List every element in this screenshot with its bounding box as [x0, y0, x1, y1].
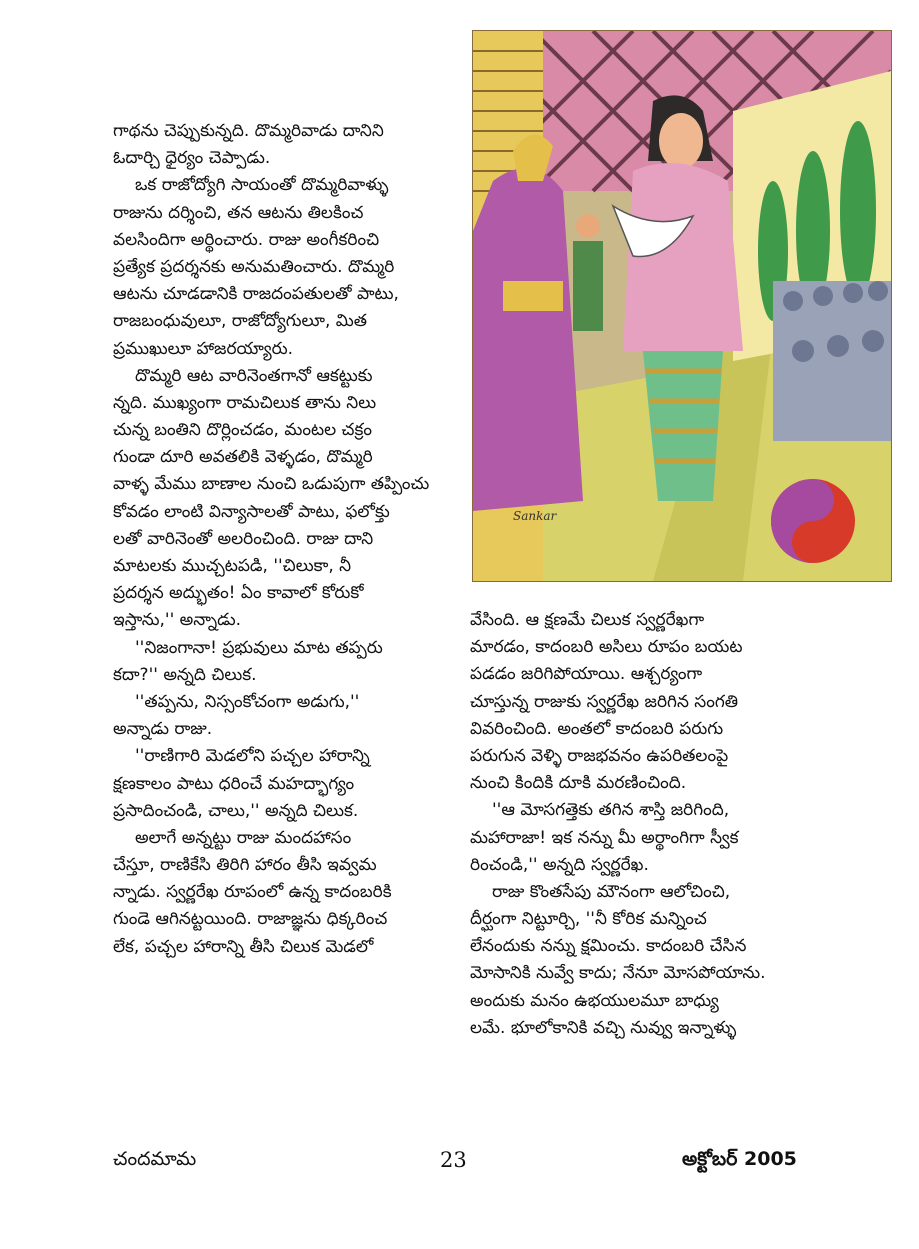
text-line: మహారాజా! ఇక నన్ను మీ అర్థాంగిగా స్వీక — [470, 827, 739, 848]
text-line: కోవడం లాంటి విన్యాసాలతో పాటు, ఫలోక్తు — [113, 501, 390, 522]
text-line: అలాగే అన్నట్టు రాజు మందహాసం — [135, 827, 352, 848]
text-line: న్నాడు. స్వర్ణరేఖ రూపంలో ఉన్న కాదంబరికి — [113, 882, 392, 903]
text-line: ప్రసాదించండి, చాలు,'' అన్నది చిలుక. — [113, 800, 359, 821]
text-line: చేస్తూ, రాణికేసి తిరిగి హారం తీసి ఇవ్వమ — [113, 855, 377, 876]
text-line: లేక, పచ్చల హారాన్ని తీసి చిలుక మెడలో — [113, 936, 374, 957]
text-line: ప్రముఖులూ హాజరయ్యారు. — [113, 338, 294, 359]
story-illustration — [472, 30, 892, 582]
text-line: వలసిందిగా అర్థించారు. రాజు అంగీకరించి — [113, 229, 380, 250]
left-column — [113, 118, 458, 961]
text-line: ప్రదర్శన అద్భుతం! ఏం కావాలో కోరుకో — [113, 583, 364, 604]
text-line: కదా?'' అన్నది చిలుక. — [113, 664, 257, 685]
text-line: లమే. భూలోకానికి వచ్చి నువ్వు ఇన్నాళ్ళు — [470, 1017, 737, 1038]
artist-signature: Sankar — [513, 509, 557, 523]
text-line: దొమ్మరి ఆట వారినెంతగానో ఆకట్టుకు — [135, 365, 373, 386]
text-line: ''తప్పను, నిస్సంకోచంగా అడుగు,'' — [135, 691, 360, 712]
text-line: చున్న బంతిని దొర్లించడం, మంటల చక్రం — [113, 420, 372, 441]
magazine-name: చందమామ — [113, 1148, 197, 1170]
text-line: ఆటను చూడడానికి రాజదంపతులతో పాటు, — [113, 284, 399, 305]
text-line: అందుకు మనం ఉభయులమూ బాధ్యు — [470, 990, 719, 1011]
page-number: 23 — [440, 1148, 467, 1172]
text-line: అన్నాడు రాజు. — [113, 719, 213, 740]
text-line: రాజును దర్శించి, తన ఆటను తిలకించ — [113, 202, 364, 223]
text-line: వాళ్ళ మేము బాణాల నుంచి ఒడుపుగా తప్పించు — [113, 474, 430, 495]
text-line: మారడం, కాదంబరి అసిలు రూపం బయట — [470, 637, 743, 658]
text-line: నుంచి కిందికి దూకి మరణించింది. — [470, 773, 687, 794]
text-line: వేసింది. ఆ క్షణమే చిలుక స్వర్ణరేఖగా — [470, 610, 705, 630]
text-line: ఒక రాజోద్యోగి సాయంతో దొమ్మరివాళ్ళు — [135, 175, 389, 196]
text-line: ''ఆ మోసగత్తెకు తగిన శాస్తి జరిగింది, — [492, 800, 730, 821]
text-line: రించండి,'' అన్నది స్వర్ణరేఖ. — [470, 854, 649, 875]
issue-date: అక్టోబర్ 2005 — [682, 1148, 797, 1170]
text-line: చూస్తున్న రాజుకు స్వర్ణరేఖ జరిగిన సంగతి — [470, 691, 739, 712]
text-line: రాజబంధువులూ, రాజోద్యోగులూ, మిత — [113, 311, 367, 332]
text-line: పడడం జరిగిపోయాయి. ఆశ్చర్యంగా — [470, 664, 703, 685]
text-line: రాజు కొంతసేపు మౌనంగా ఆలోచించి, — [492, 881, 731, 902]
text-line: ప్రత్యేక ప్రదర్శనకు అనుమతించారు. దొమ్మరి — [113, 256, 395, 277]
text-line: క్షణకాలం పాటు ధరించే మహద్భాగ్యం — [113, 773, 355, 794]
text-line: గుండా దూరి అవతలికి వెళ్ళడం, దొమ్మరి — [113, 447, 373, 468]
right-column — [470, 607, 820, 1042]
text-line: వివరించింది. అంతలో కాదంబరి పరుగు — [470, 718, 724, 739]
text-line: గుండె ఆగినట్టయింది. రాజాజ్ఞను ధిక్కరించ — [113, 909, 388, 930]
text-line: న్నది. ముఖ్యంగా రామచిలుక తాను నిలు — [113, 392, 377, 413]
text-line: ఓదార్చి ధైర్యం చెప్పాడు. — [113, 148, 271, 169]
text-line: దీర్ఘంగా నిట్టూర్చి, ''నీ కోరిక మన్నించ — [470, 909, 707, 930]
text-line: పరుగున వెళ్ళి రాజభవనం ఉపరితలంపై — [470, 745, 729, 766]
text-line: గాథను చెప్పుకున్నది. దొమ్మరివాడు దానిని — [113, 121, 384, 141]
text-line: ''రాణిగారి మెడలోని పచ్చల హారాన్ని — [135, 746, 370, 767]
text-line: లతో వారినెంతో అలరించింది. రాజు దాని — [113, 528, 374, 549]
text-line: ఇస్తాను,'' అన్నాడు. — [113, 610, 242, 631]
text-line: లేనందుకు నన్ను క్షమించు. కాదంబరి చేసిన — [470, 936, 747, 957]
text-line: మోసానికి నువ్వే కాదు; నేనూ మోసపోయాను. — [470, 963, 766, 984]
text-line: ''నిజంగానా! ప్రభువులు మాట తప్పరు — [135, 637, 383, 658]
text-line: మాటలకు ముచ్చటపడి, ''చిలుకా, నీ — [113, 556, 352, 576]
page-footer — [0, 1148, 919, 1178]
